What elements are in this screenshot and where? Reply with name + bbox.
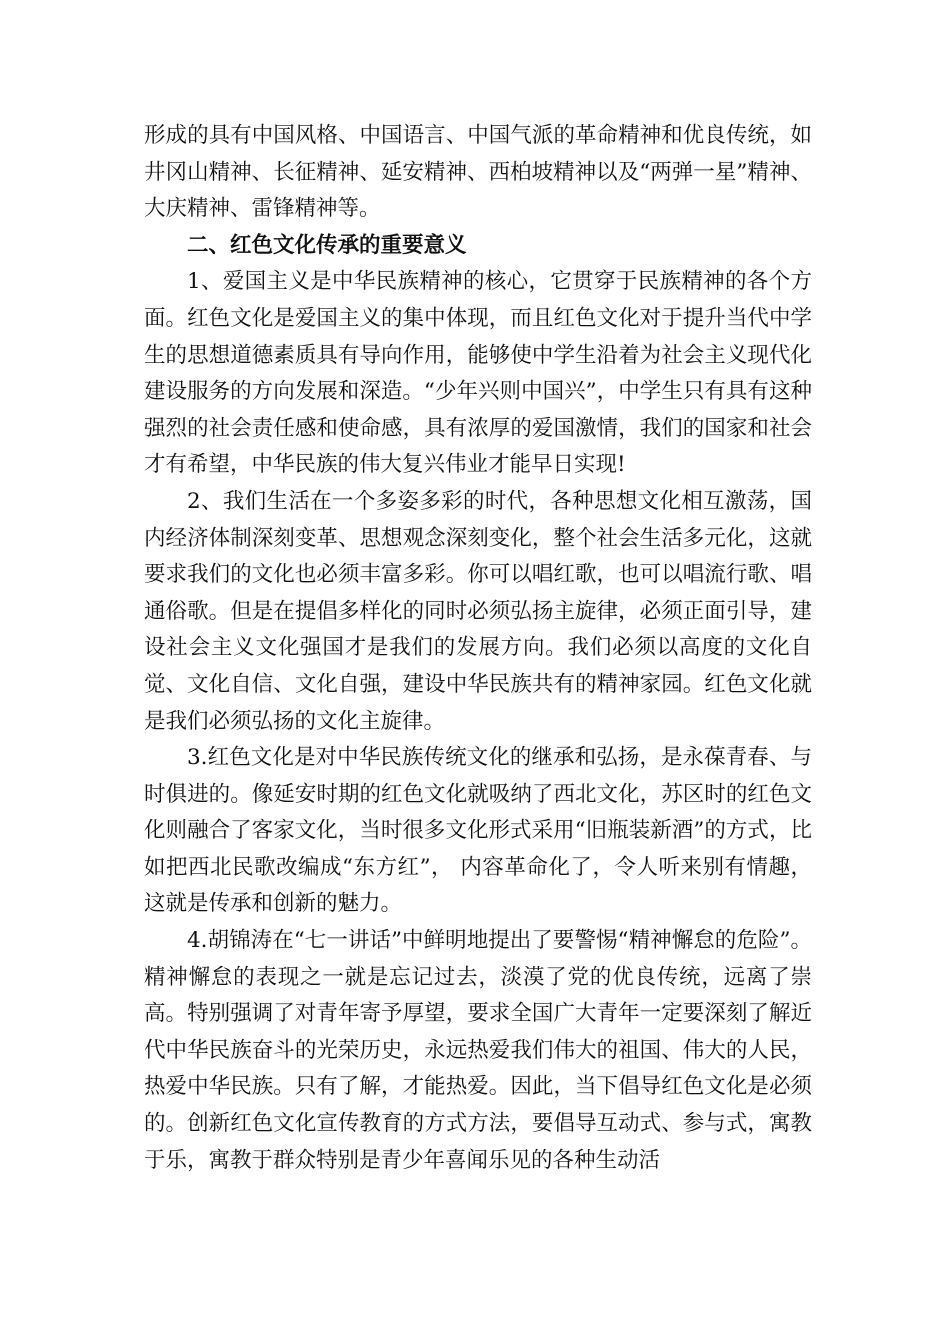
section-heading: 二、红色文化传承的重要意义 xyxy=(187,232,467,258)
document-body xyxy=(144,118,812,1179)
paragraph-4: 4.胡锦涛在“七一讲话”中鲜明地提出了要警惕“精神懈怠的危险”。精神懈怠的表现之一就是忘记过去，淡漠了党的优良传统，远离了崇高。特别强调了对青年寄予厚望，要求全国广大青年一定要深刻了解近代中华民族奋斗的光荣历史，永远热爱我们伟大的祖国、伟大的人民，热爱中华民族。只有了解，才能热爱。因此，当下倡导红色文化是必须的。创新红色文化宣传教育的方式方法，要倡导互动式、参与式，寓教于乐，寓教于群众特别是青少年喜闻乐见的各种生动活 xyxy=(144,928,812,1173)
intro-paragraph: 形成的具有中国风格、中国语言、中国气派的革命精神和优良传统，如井冈山精神、长征精神、延安精神、西柏坡精神以及“两弹一星”精神、大庆精神、雷锋精神等。 xyxy=(144,123,812,222)
paragraph-1: 1、爱国主义是中华民族精神的核心，它贯穿于民族精神的各个方面。红色文化是爱国主义的集中体现，而且红色文化对于提升当代中学生的思想道德素质具有导向作用，能够使中学生沿着为社会主义现代化建设服务的方向发展和深造。“少年兴则中国兴”，中学生只有具有这种强烈的社会责任感和使命感，具有浓厚的爱国激情，我们的国家和社会才有希望，中华民族的伟大复兴伟业才能早日实现! xyxy=(144,269,812,478)
paragraph-2: 2、我们生活在一个多姿多彩的时代，各种思想文化相互激荡，国内经济体制深刻变革、思想观念深刻变化，整个社会生活多元化，这就要求我们的文化也必须丰富多彩。你可以唱红歌，也可以唱流行歌、唱通俗歌。但是在提倡多样化的同时必须弘扬主旋律，必须正面引导，建设社会主义文化强国才是我们的发展方向。我们必须以高度的文化自觉、文化自信、文化自强，建设中华民族共有的精神家园。红色文化就是我们必须弘扬的文化主旋律。 xyxy=(144,488,812,734)
paragraph-3: 3.红色文化是对中华民族传统文化的继承和弘扬，是永葆青春、与时俱进的。像延安时期的红色文化就吸纳了西北文化，苏区时的红色文化则融合了客家文化，当时很多文化形式采用“旧瓶装新酒”的方式，比如把西北民歌改编成“东方红”， 内容革命化了，令人听来别有情趣，这就是传承和创新的魅力。 xyxy=(144,745,812,917)
